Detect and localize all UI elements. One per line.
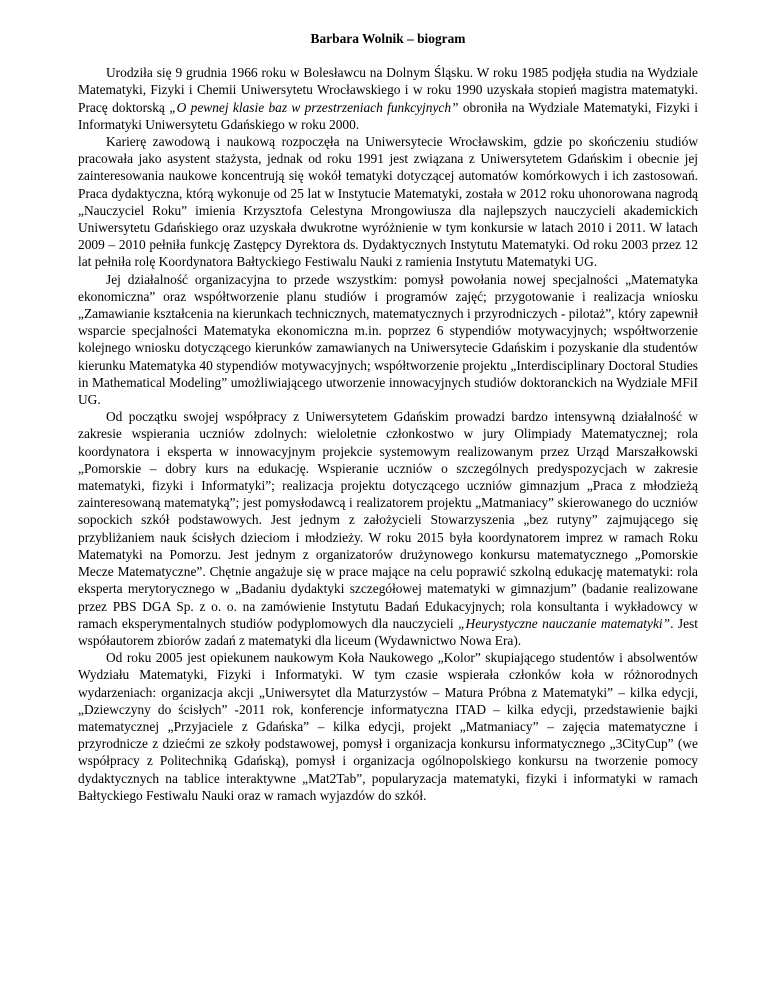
paragraph-text: Karierę zawodową i naukową rozpoczęła na Uniwersytecie Wrocławskim, gdzie po skończeniu studiów pracowała jako asystent stażysta, jednak od roku 1991 jest związana z Uniwersytetem Gdańskim i obecnie jej zainteresowania naukowe koncentrują się wokół tematyki dotyczącej automatów komórkowych i ich zastosowań. Praca dydaktyczna, którą wykonuje od 25 lat w Instytucie Matematyki, została w 2012 roku uhonorowana nagrodą „Nauczyciel Roku” imienia Krzysztofa Celestyna Mrongowiusza dla najlepszych nauczycieli akademickich Uniwersytetu Gdańskiego oraz uzyskała dwukrotne wyróżnienie w tym konkursie w latach 2010 i 2011. W latach 2009 – 2010 pełniła funkcję Zastępcy Dyrektora ds. Dydaktycznych Instytutu Matematyki. Od roku 2003 przez 12 lat pełniła rolę Koordynatora Bałtyckiego Festiwalu Nauki z ramienia Instytutu Matematyki UG. bbox=[78, 134, 698, 270]
paragraph-education bbox=[78, 64, 698, 133]
paragraph-text: obroniła na Wydziale Matematyki, Fizyki i Informatyki Uniwersytetu Gdańskiego w roku 2000. bbox=[78, 99, 698, 132]
paragraph-text: Od początku swojej współpracy z Uniwersytetem Gdańskim prowadzi bardzo intensywną działalność w zakresie wspierania uczniów zdolnych: wieloletnie członkostwo w jury Olimpiady Matematycznej; rola koordynatora i eksperta w innowacyjnym projekcie systemowym realizowanym przez Urząd Marszałkowski „Pomorskie – dobry kurs na edukację. Wspieranie uczniów o szczególnych predyspozycjach w zakresie matematyki, fizyki i Informatyki”; realizacja projektu dotyczącego uczniów gimnazjum „Praca z młodzieżą zainteresowaną matematyką”; jest pomysłodawcą i realizatorem projektu „Matmaniacy” skierowanego do uczniów sopockich szkół podstawowych. Jest jednym z założycieli Stowarzyszenia „bez rutyny” zajmującego się przybliżaniem nauk ścisłych dzieciom i młodzieży. W roku 2015 była koordynatorem imprez w ramach Roku Matematyki na Pomorzu. Jest jednym z organizatorów drużynowego konkursu matematycznego „Pomorskie Mecze Matematyczne”. Chętnie angażuje się w prace mające na celu poprawić szkolną edukację matematyki: rola eksperta merytorycznego w „Badaniu dydaktyki szczegółowej matematyki w gimnazjum” (badanie realizowane przez PBS DGA Sp. z o. o. na zamówienie Instytutu Badań Edukacyjnych; rola konsultanta i wykładowcy w ramach eksperymentalnych studiów podyplomowych dla nauczycieli bbox=[78, 409, 698, 631]
paragraph-text: . Jest współautorem zbiorów zadań z matematyki dla liceum (Wydawnictwo Nowa Era). bbox=[78, 615, 698, 648]
document-title: Barbara Wolnik – biogram bbox=[310, 31, 466, 46]
paragraph-career bbox=[78, 133, 698, 271]
document-page bbox=[78, 30, 698, 804]
course-title: „Heurystyczne nauczanie matematyki” bbox=[458, 615, 671, 631]
thesis-title: „O pewnej klasie baz w przestrzeniach funkcyjnych” bbox=[169, 99, 459, 115]
paragraph-science-club bbox=[78, 649, 698, 804]
paragraph-text: Od roku 2005 jest opiekunem naukowym Koła Naukowego „Kolor” skupiającego studentów i absolwentów Wydziału Matematyki, Fizyki i Informatyki. W tym czasie wspierała członków koła w różnorodnych wydarzeniach: organizacja akcji „Uniwersytet dla Maturzystów – Matura Próbna z Matematyki” – kilka edycji, „Dziewczyny do ścisłych” -2011 rok, konferencje informatyczna ITAD – kilka edycji, przedstawienie bajki matematycznej „Przyjaciele z Gdańska” – kilka edycji, projekt „Matmaniacy” – zajęcia matematyczne i przyrodnicze z dziećmi ze szkoły podstawowej, pomysł i organizacja konkursu informatycznego „3CityCup” (we współpracy z Politechniką Gdańską), pomysł i organizacja ogólnopolskiego konkursu na tworzenie pomocy dydaktycznych na tablice interaktywne „Mat2Tab”, popularyzacja matematyki, fizyki i informatyki w ramach Bałtyckiego Festiwalu Nauki oraz w ramach wyjazdów do szkół. bbox=[78, 650, 698, 803]
paragraph-organization bbox=[78, 271, 698, 409]
paragraph-text: Urodziła się 9 grudnia 1966 roku w Bolesławcu na Dolnym Śląsku. W roku 1985 podjęła studia na Wydziale Matematyki, Fizyki i Chemii Uniwersytetu Wrocławskiego i w roku 1990 uzyskała stopień magistra matematyki. Pracę doktorską bbox=[78, 65, 698, 115]
paragraph-talented-students bbox=[78, 408, 698, 649]
paragraph-text: Jej działalność organizacyjna to przede wszystkim: pomysł powołania nowej specjalności „Matematyka ekonomiczna” oraz współtworzenie planu studiów i programów zajęć; przygotowanie i realizacja wniosku „Zamawianie kształcenia na kierunkach technicznych, matematycznych i przyrodniczych - pilotaż”, który zapewnił wsparcie specjalności Matematyka ekonomiczna m.in. poprzez 6 stypendiów motywacyjnych; współtworzenie kolejnego wniosku dotyczącego kierunków zamawianych na Uniwersytecie Gdańskim i pozyskanie dla studentów kierunku Matematyka 40 stypendiów motywacyjnych; współtworzenie projektu „Interdisciplinary Doctoral Studies in Mathematical Modeling” umożliwiającego utworzenie innowacyjnych studiów doktoranckich na Wydziale MFiI UG. bbox=[78, 271, 698, 408]
